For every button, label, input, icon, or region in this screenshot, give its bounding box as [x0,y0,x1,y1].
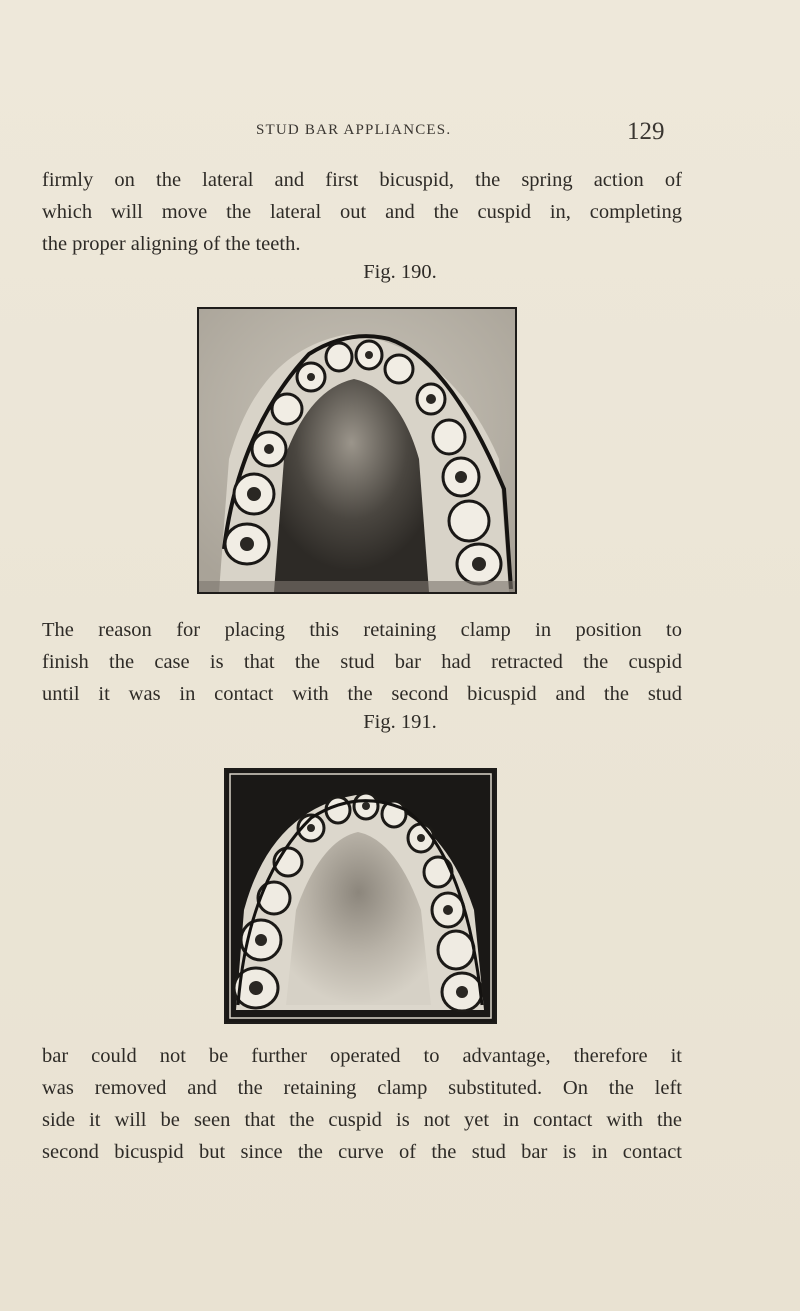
text-line: second bicuspid but since the curve of the stud bar is in contact [42,1141,682,1163]
text-line: bar could not be further operated to advantage, therefore it [42,1045,682,1067]
text-line: finish the case is that the stud bar had retracted the cuspid [42,651,682,673]
running-head [0,118,800,148]
paragraph-2 [42,614,682,710]
text-line: was removed and the retaining clamp substituted. On the left [42,1077,682,1099]
paragraph-3 [42,1040,682,1168]
text-line: until it was in contact with the second bicuspid and the stud [42,683,682,705]
dental-cast-photo-191 [226,770,495,1022]
text-line: side it will be seen that the cuspid is not yet in contact with the [42,1109,682,1131]
text-line: the proper aligning of the teeth. [42,233,301,255]
dental-cast-photo-190 [199,309,515,592]
running-title: STUD BAR APPLIANCES. [256,122,452,138]
figure-191-photo [224,768,497,1024]
figure-191-label: Fig. 191. [363,711,437,733]
figure-190-photo [197,307,517,594]
page-number: 129 [627,118,665,145]
paragraph-1 [42,164,682,260]
text-line: The reason for placing this retaining clamp in position to [42,619,682,641]
text-line: firmly on the lateral and first bicuspid, the spring action of [42,169,682,191]
text-line: which will move the lateral out and the cuspid in, completing [42,201,682,223]
figure-190-label: Fig. 190. [363,261,437,283]
